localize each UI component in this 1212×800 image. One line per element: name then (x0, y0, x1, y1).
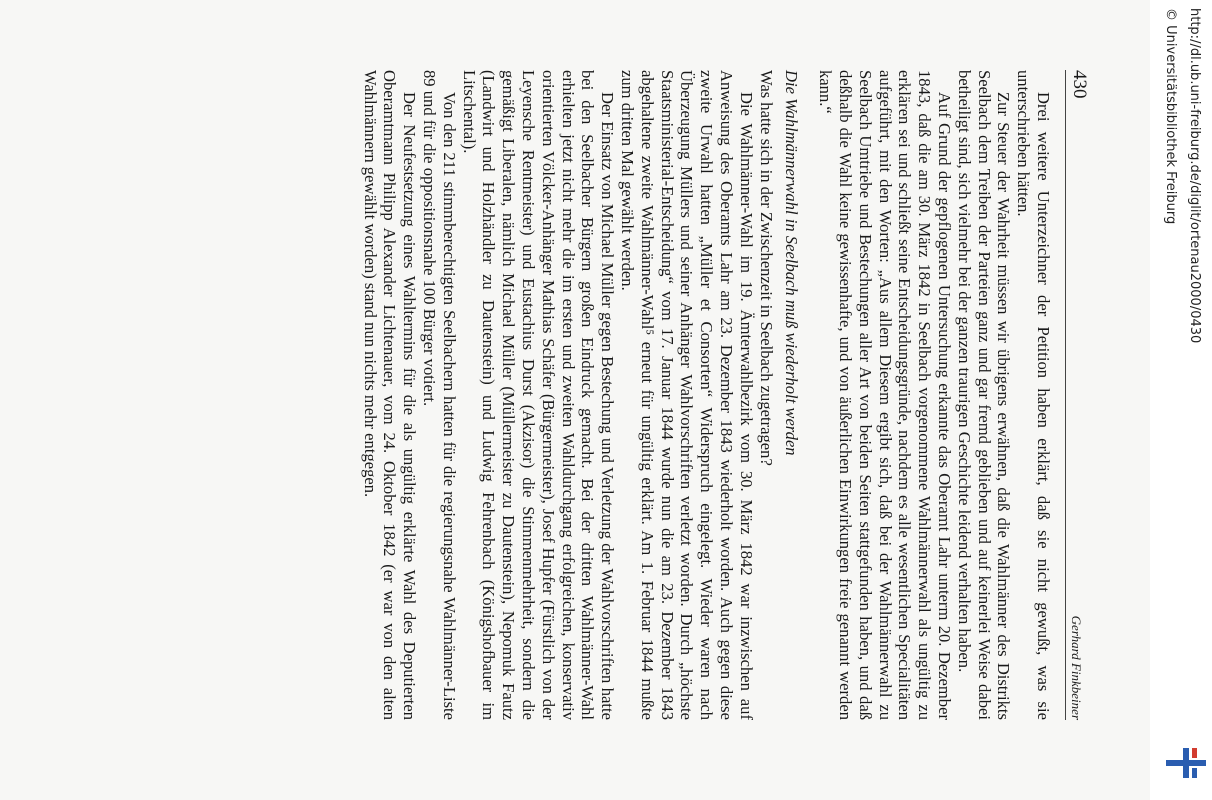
paragraph: Was hatte sich in der Zwischenzeit in Seelbach zugetragen? (756, 70, 776, 466)
paragraph: Auf Grund der gepflogenen Untersuchung erkannte das Oberamt Lahr unterm 20. Dezember 1843, daß die am 30. März 1842 in Seelbach vorgenommene Wahlmännerwahl als ungültig zu erklären sei und schließt seine Entscheidungsgründe, nachdem es alle wesentlichen Specialitäten aufgeführt, mit den Worten: „Aus allem Diesem ergibt sich, daß bei der Wahlmännerwahl zu Seelbach Umtriebe und Bestechungen aller Art von beiden Seiten stattgefunden haben, und daß deßhalb die Wahl keine gewissenhafte, und von äußerlichen Einwirkungen freie genannt werden kann.“ (816, 70, 955, 720)
copyright-notice: © Universitätsbibliothek Freiburg (1163, 8, 1178, 225)
library-sidebar (1150, 0, 1212, 800)
paragraph: Die Wahlmänner-Wahl im 19. Ämterwahlbezirk vom 30. März 1842 war inzwischen auf Anweisung des Oberamts Lahr am 23. Dezember 1843 wiederholt worden. Auch gegen diese zweite Urwahl hatten „Müller et Consorten“ Widerspruch eingelegt. Wieder waren nach Überzeugung Müllers und seiner Anhänger Wahlvorschriften verletzt worden. Durch „höchste Staatsministerial-Entscheidung“ vom 17. Januar 1844 wurde nun die am 23. Dezember 1843 abgehaltene zweite Wahlmänner-Wahl⁵ erneut für ungültig erklärt. Am 1. Februar 1844 mußte zum dritten Mal gewählt werden. (618, 70, 756, 720)
paragraph: Der Neufestsetzung eines Wahltermins für die als ungültig erklärte Wahl des Deputierten Oberamtmann Philipp Alexander Lichtenauer, vom 24. Oktober 1842 (er war von den alten Wahlmännern gewählt worden) stand nun nichts mehr entgegen. (360, 70, 420, 720)
paragraph: Drei weitere Unterzeichner der Petition haben erklärt, daß sie nicht gewußt, was sie unterschrieben hätten. (1014, 70, 1053, 720)
page-number: 430 (1069, 70, 1090, 99)
paragraph: Zur Steuer der Wahrheit müssen wir übrigens erwähnen, daß die Wahlmänner des Distrikts Seelbach dem Treiben der Parteien ganz und gar fremd geblieben und auf keinerlei Weise dabei betheiligt sind, sich vielmehr bei der ganzen traurigen Geschichte leidend verhalten haben. (954, 70, 1014, 720)
ub-freiburg-logo-icon (1166, 748, 1206, 778)
paragraph: Der Einsatz von Michael Müller gegen Bestechung und Verletzung der Wahlvorschriften hatte bei den Seelbacher Bürgern großen Eindruck gemacht. Bei der dritten Wahlmänner-Wahl erhielten jetzt nicht mehr die im ersten und zweiten Wahldurchgang erfolgreichen, konservativ orientierten Völcker-Anhänger Mathias Schäfer (Bürgermeister), Josef Hupfer (Fürstlich von der Leyensche Rentmeister) und Eustachius Durst (Akzisor) die Stimmenmehrheit, sondern die gemäßigt Liberalen, nämlich Michael Müller (Müllermeister zu Dautenstein), Nepomuk Fautz (Landwirt und Holzhändler zu Dautenstein) und Ludwig Fehrenbach (Königshofbauer im Litschental). (459, 70, 618, 720)
running-head-author: Gerhard Finkbeiner (1069, 615, 1084, 720)
running-head (1065, 70, 1090, 720)
paragraph: Von den 211 stimmberechtigten Seelbachern hatten für die regierungsnahe Wahlmänner-Liste 89 und für die oppositionsnahe 100 Bürger votiert. (420, 70, 459, 720)
source-url-link[interactable]: http://dl.ub.uni-freiburg.de/diglit/ortenau2000/0430 (1187, 8, 1202, 344)
section-heading: Die Wahlmännerwahl in Seelbach muß wiederholt werden (782, 70, 802, 456)
